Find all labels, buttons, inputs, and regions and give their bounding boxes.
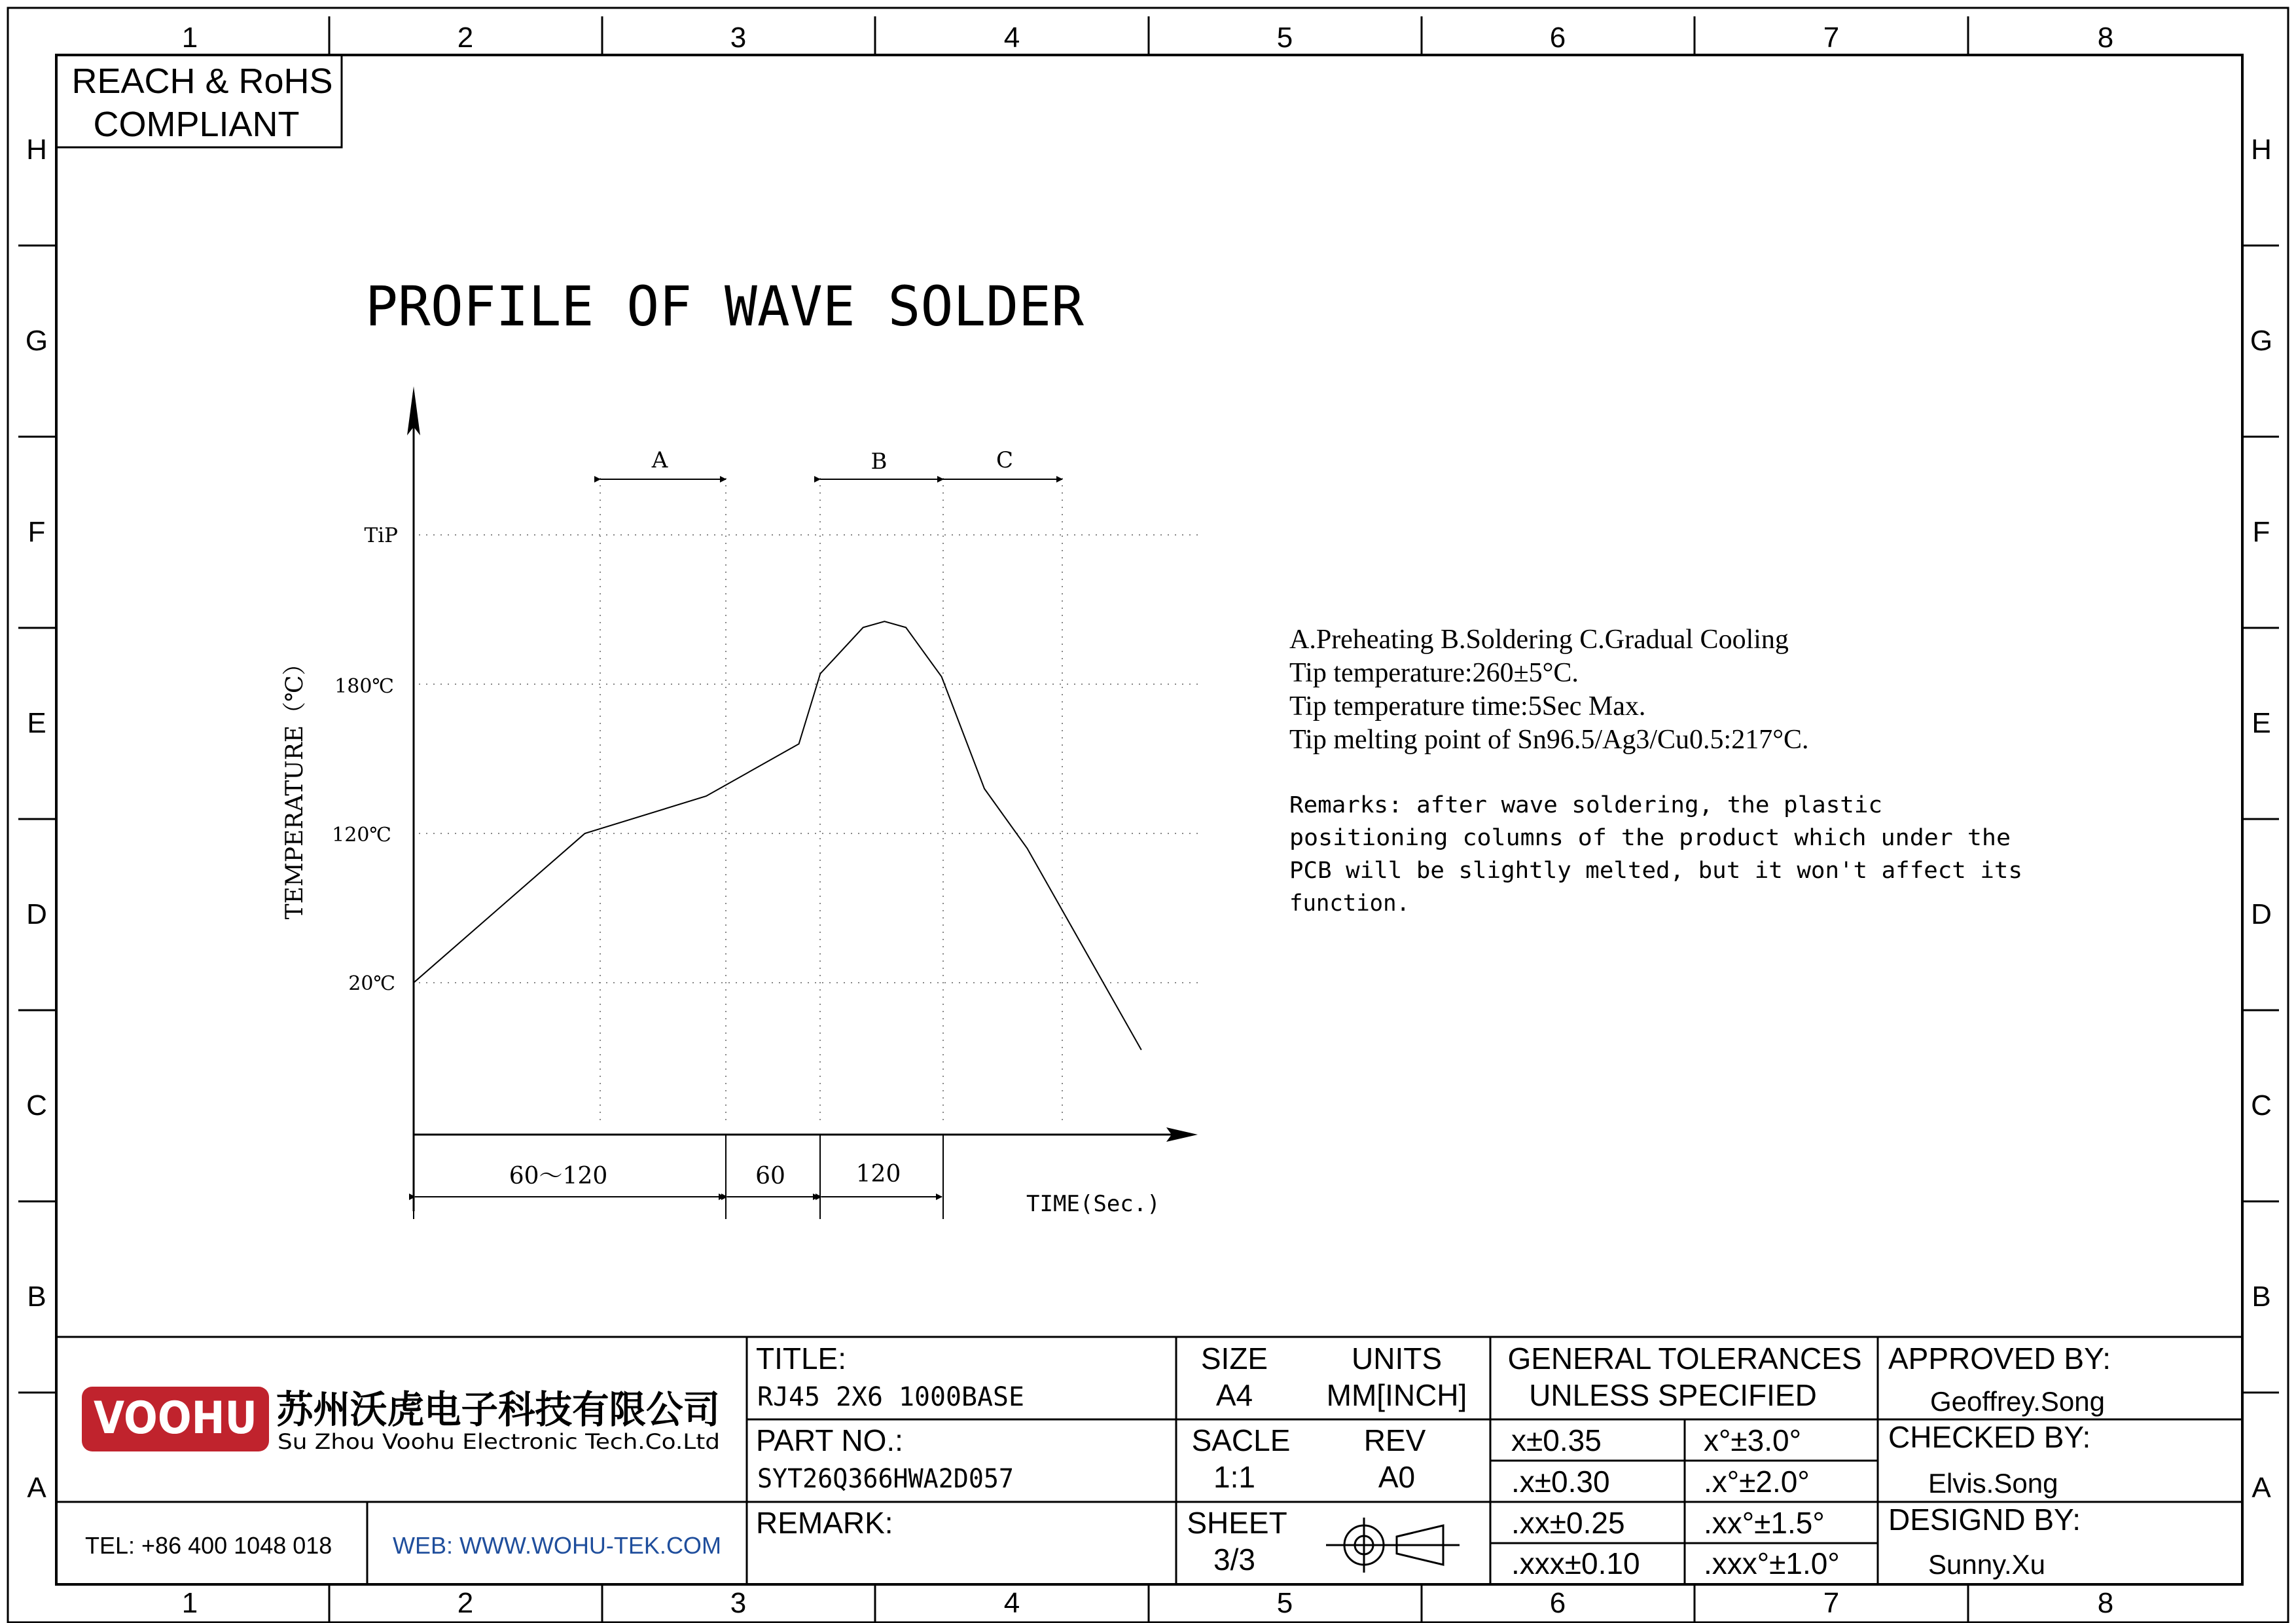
zone-row-right-G: G [2250, 325, 2273, 357]
temperature-profile-line [414, 621, 1141, 1049]
zone-row-right-F: F [2252, 516, 2270, 548]
zone-row-right-E: E [2251, 707, 2271, 739]
zone-col-bottom-3: 3 [730, 1587, 747, 1619]
zone-col-top-7: 7 [1823, 22, 1840, 54]
checked-value: Elvis.Song [1928, 1468, 2058, 1499]
approved-label: APPROVED BY: [1888, 1341, 2111, 1376]
zone-col-top-4: 4 [1003, 22, 1020, 54]
zone-row-left-E: E [27, 707, 46, 739]
tolerance-title-2: UNLESS SPECIFIED [1529, 1378, 1817, 1412]
time-span-2: 60 [755, 1163, 785, 1190]
zone-row-left-G: G [25, 325, 48, 357]
outer-border [8, 8, 2288, 1622]
zone-row-left-A: A [27, 1472, 46, 1504]
remark-line-1: Remarks: after wave soldering, the plastic [1289, 792, 1882, 818]
logo-text: VOOHU [94, 1393, 257, 1444]
contact-tel: TEL: +86 400 1048 018 [85, 1532, 332, 1559]
tolerance-angular-0: x°±3.0° [1704, 1423, 1801, 1457]
compliance-box [56, 55, 342, 147]
sheet-label: SHEET [1187, 1506, 1287, 1540]
zone-col-bottom-8: 8 [2097, 1587, 2114, 1619]
tolerance-linear-1: .x±0.30 [1511, 1465, 1610, 1499]
zone-row-right-B: B [2251, 1281, 2271, 1313]
size-value: A4 [1215, 1378, 1253, 1412]
zone-col-top-3: 3 [730, 22, 747, 54]
title-label: TITLE: [756, 1341, 847, 1376]
rev-value: A0 [1378, 1460, 1416, 1494]
designed-value: Sunny.Xu [1928, 1549, 2046, 1580]
zone-col-top-2: 2 [457, 22, 474, 54]
reference-grid [419, 478, 1201, 1126]
remark-line-2: positioning columns of the product which under the [1289, 825, 2011, 851]
note-tip-time: Tip temperature time:5Sec Max. [1289, 691, 1646, 721]
zone-row-left-C: C [26, 1089, 47, 1122]
x-axis-label: TIME(Sec.) [1026, 1191, 1160, 1217]
remark-line-3: PCB will be slightly melted, but it won't affect its [1289, 858, 2022, 884]
tolerance-linear-3: .xxx±0.10 [1511, 1546, 1640, 1580]
zone-row-left-H: H [26, 134, 47, 166]
zone-col-top-8: 8 [2097, 22, 2114, 54]
zone-col-top-6: 6 [1549, 22, 1566, 54]
zone-row-right-A: A [2251, 1472, 2271, 1504]
zone-row-left-B: B [27, 1281, 46, 1313]
phase-a-label: A [651, 447, 668, 473]
zone-col-bottom-2: 2 [457, 1587, 474, 1619]
approved-value: Geoffrey.Song [1930, 1386, 2105, 1417]
note-tip-temperature: Tip temperature:260±5°C. [1289, 658, 1579, 688]
rev-label: REV [1363, 1423, 1426, 1457]
remarks [1289, 792, 2022, 917]
third-angle-projection-icon [1326, 1518, 1460, 1573]
part-value: SYT26Q366HWA2D057 [757, 1464, 1014, 1494]
process-notes [1289, 625, 1809, 755]
time-span-3: 120 [855, 1161, 901, 1188]
contact-web: WEB: WWW.WOHU-TEK.COM [393, 1532, 721, 1559]
remark-label: REMARK: [756, 1506, 893, 1540]
compliance-line-1: REACH & RoHS [71, 62, 333, 101]
tolerance-angular-2: .xx°±1.5° [1704, 1506, 1825, 1540]
units-value: MM[INCH] [1326, 1378, 1467, 1412]
tolerance-angular-1: .x°±2.0° [1704, 1465, 1810, 1499]
y-axis-label: TEMPERATURE（℃） [281, 651, 308, 920]
designed-label: DESIGND BY: [1888, 1503, 2081, 1537]
part-label: PART NO.: [756, 1423, 903, 1457]
time-span-1: 60～120 [509, 1163, 608, 1190]
y-tick-tip: TiP [364, 524, 398, 547]
scale-value: 1:1 [1213, 1460, 1255, 1494]
zone-col-bottom-4: 4 [1003, 1587, 1020, 1619]
company-name-cn: 苏州沃虎电子科技有限公司 [276, 1387, 720, 1432]
zone-col-top-5: 5 [1276, 22, 1293, 54]
zone-row-right-D: D [2251, 898, 2272, 930]
units-label: UNITS [1352, 1341, 1442, 1376]
tolerance-angular-3: .xxx°±1.0° [1704, 1546, 1840, 1580]
company-logo [82, 1387, 269, 1451]
y-tick-120: 120℃ [332, 824, 391, 847]
drawing-title: PROFILE OF WAVE SOLDER [365, 274, 1085, 338]
zone-col-bottom-1: 1 [181, 1587, 198, 1619]
zone-row-left-F: F [27, 516, 46, 548]
tolerance-title-1: GENERAL TOLERANCES [1507, 1341, 1862, 1376]
phase-c-label: C [996, 447, 1014, 473]
zone-row-right-H: H [2251, 134, 2272, 166]
y-tick-20: 20℃ [348, 972, 395, 995]
compliance-line-2: COMPLIANT [93, 105, 300, 144]
note-phases: A.Preheating B.Soldering C.Gradual Cooling [1289, 625, 1789, 655]
y-tick-180: 180℃ [334, 675, 394, 698]
checked-label: CHECKED BY: [1888, 1420, 2091, 1454]
tolerance-linear-2: .xx±0.25 [1511, 1506, 1625, 1540]
sheet-value: 3/3 [1213, 1542, 1255, 1577]
tolerance-linear-0: x±0.35 [1511, 1423, 1602, 1457]
zone-col-bottom-6: 6 [1549, 1587, 1566, 1619]
remark-line-4: function. [1289, 890, 1410, 917]
zone-col-top-1: 1 [181, 22, 198, 54]
zone-ticks [18, 16, 2279, 1622]
company-name-en: Su Zhou Voohu Electronic Tech.Co.Ltd [278, 1429, 720, 1454]
zone-col-bottom-7: 7 [1823, 1587, 1840, 1619]
solder-profile-chart [281, 386, 1201, 1219]
note-melting-point: Tip melting point of Sn96.5/Ag3/Cu0.5:217°C. [1289, 725, 1809, 755]
size-label: SIZE [1200, 1341, 1268, 1376]
zone-row-left-D: D [26, 898, 47, 930]
zone-row-right-C: C [2251, 1089, 2272, 1122]
zone-col-bottom-5: 5 [1276, 1587, 1293, 1619]
title-value: RJ45 2X6 1000BASE [757, 1382, 1024, 1412]
phase-b-label: B [870, 448, 888, 475]
scale-label: SACLE [1191, 1423, 1291, 1457]
